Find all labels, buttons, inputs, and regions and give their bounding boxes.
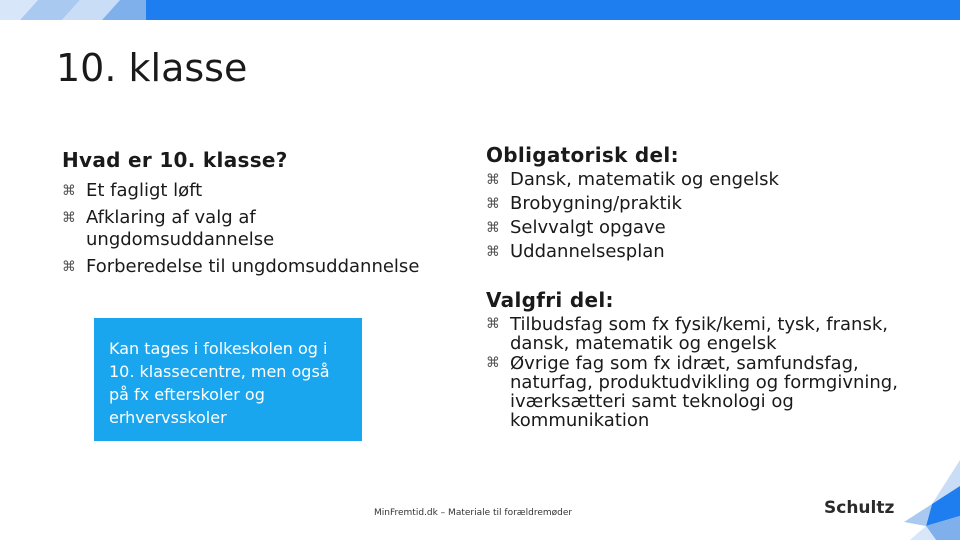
footer-text: MinFremtid.dk – Materiale til forældremøder [374,508,573,518]
slide-title: 10. klasse [56,46,248,90]
left-list [62,180,442,278]
info-box-text: Kan tages i folkeskolen og i 10. klassecentre, men også på fx efterskoler og erhvervsskoler [109,339,330,427]
command-key-icon: ⌘ [62,183,76,199]
command-key-icon: ⌘ [486,316,500,332]
obligatory-heading: Obligatorisk del: [486,143,679,167]
list-item: ⌘ Dansk, matematik og engelsk [486,169,779,190]
obligatory-list [486,168,906,264]
list-item: ⌘ Et fagligt løft [62,180,203,201]
command-key-icon: ⌘ [486,196,500,212]
command-key-icon: ⌘ [486,244,500,260]
optional-list [486,315,906,431]
left-heading: Hvad er 10. klasse? [62,148,288,172]
list-item: ⌘ Brobygning/praktik [486,193,682,214]
list-item: ⌘ Selvvalgt opgave [486,217,666,238]
brand-logo: Schultz [824,498,895,518]
info-box [94,318,362,441]
command-key-icon: ⌘ [486,355,500,371]
list-item: ⌘ Afklaring af valg af ungdomsuddannelse [62,207,275,250]
command-key-icon: ⌘ [62,210,76,226]
list-item: ⌘ Tilbudsfag som fx fysik/kemi, tysk, fransk, dansk, matematik og engelsk [486,314,888,354]
corner-decoration [896,460,960,540]
list-item: ⌘ Forberedelse til ungdomsuddannelse [62,256,420,277]
list-item: ⌘ Uddannelsesplan [486,241,665,262]
top-corner-decoration [0,0,146,20]
command-key-icon: ⌘ [486,220,500,236]
command-key-icon: ⌘ [486,172,500,188]
command-key-icon: ⌘ [62,259,76,275]
optional-heading: Valgfri del: [486,288,614,312]
list-item: ⌘ Øvrige fag som fx idræt, samfundsfag, naturfag, produktudvikling og formgivning, iværksætteri samt teknologi og kommunikation [486,353,898,431]
top-accent-bar [146,0,960,20]
